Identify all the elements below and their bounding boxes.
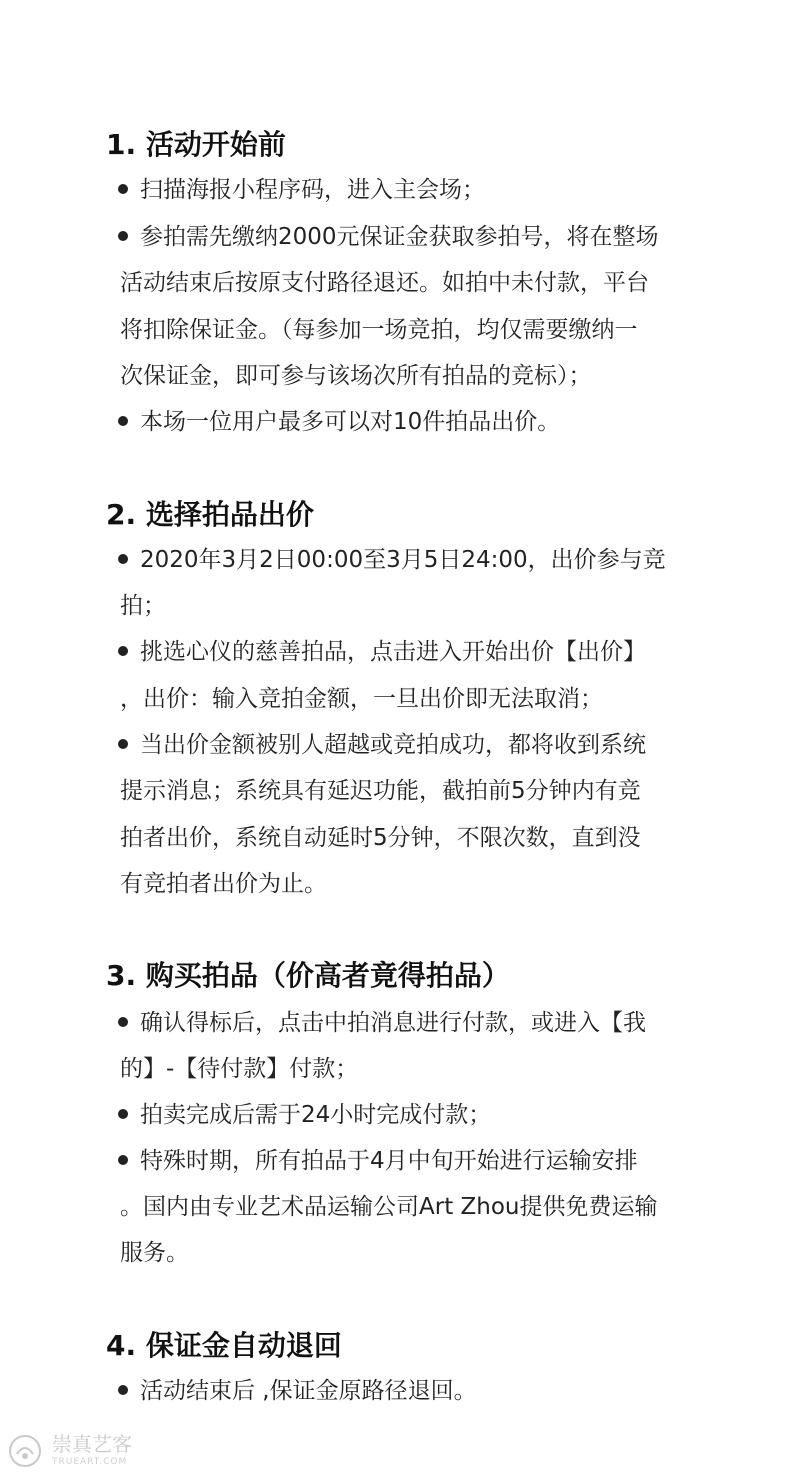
- list-item: [118, 1099, 491, 1131]
- list-item-text: 当出价金额被别人超越或竞拍成功，都将收到系统: [140, 732, 646, 758]
- list-item-continuation: 提示消息；系统具有延迟功能，截拍前5分钟内有竞: [120, 778, 641, 804]
- list-item: [118, 544, 666, 576]
- list-item-text: 特殊时期，所有拍品于4月中旬开始进行运输安排: [140, 1148, 638, 1174]
- list-item: [118, 406, 560, 438]
- list-item-text: 2020年3月2日00:00至3月5日24:00，出价参与竞: [140, 547, 666, 573]
- section-title-deposit-refund: 4. 保证金自动退回: [106, 1329, 342, 1362]
- watermark: [8, 1428, 138, 1474]
- section-title-purchase: 3. 购买拍品（价高者竟得拍品）: [106, 959, 510, 992]
- list-item-continuation: 。国内由专业艺术品运输公司Art Zhou提供免费运输: [120, 1194, 658, 1220]
- bullet-dot-icon: [118, 1017, 128, 1027]
- list-item-text: 拍卖完成后需于24小时完成付款；: [140, 1102, 492, 1128]
- list-item: [118, 1375, 477, 1407]
- bullet-dot-icon: [118, 231, 128, 241]
- bullet-dot-icon: [118, 184, 128, 194]
- bullet-dot-icon: [118, 554, 128, 564]
- list-item-continuation: 的】-【待付款】付款；: [120, 1056, 359, 1082]
- bullet-dot-icon: [118, 1385, 128, 1395]
- list-item-text: 扫描海报小程序码，进入主会场；: [140, 177, 485, 203]
- list-item-continuation: 服务。: [120, 1240, 189, 1266]
- bullet-dot-icon: [118, 646, 128, 656]
- bullet-dot-icon: [118, 416, 128, 426]
- bullet-dot-icon: [118, 739, 128, 749]
- list-item-continuation: 拍者出价，系统自动延时5分钟，不限次数，直到没: [120, 825, 641, 851]
- list-item: [118, 1007, 646, 1039]
- list-item: [118, 174, 485, 206]
- list-item: [118, 636, 646, 668]
- list-item-text: 本场一位用户最多可以对10件拍品出价。: [140, 409, 561, 435]
- list-item-continuation: 活动结束后按原支付路径退还。如拍中未付款，平台: [120, 270, 649, 296]
- list-item: [118, 221, 659, 253]
- bullet-dot-icon: [118, 1109, 128, 1119]
- list-item: [118, 729, 646, 761]
- list-item-continuation: ，出价：输入竞拍金额，一旦出价即无法取消；: [120, 686, 603, 712]
- list-item-continuation: 拍；: [120, 593, 166, 619]
- watermark-logo-icon: [8, 1434, 42, 1468]
- watermark-text: 崇真艺客: [52, 1432, 132, 1456]
- list-item-continuation: 次保证金，即可参与该场次所有拍品的竞标）；: [120, 363, 592, 389]
- section-title-before-event: 1. 活动开始前: [106, 128, 286, 161]
- list-item-continuation: 有竞拍者出价为止。: [120, 871, 327, 897]
- watermark-subtext: TRUEART.COM: [52, 1457, 128, 1467]
- list-item: [118, 1145, 638, 1177]
- list-item-text: 参拍需先缴纳2000元保证金获取参拍号，将在整场: [140, 224, 659, 250]
- list-item-text: 活动结束后 ,保证金原路径退回。: [140, 1378, 477, 1404]
- list-item-text: 挑选心仪的慈善拍品，点击进入开始出价【出价】: [140, 639, 646, 665]
- list-item-text: 确认得标后，点击中拍消息进行付款，或进入【我: [140, 1010, 646, 1036]
- section-title-select-and-bid: 2. 选择拍品出价: [106, 498, 314, 531]
- bullet-dot-icon: [118, 1155, 128, 1165]
- list-item-continuation: 将扣除保证金。（每参加一场竞拍，均仅需要缴纳一: [120, 317, 638, 343]
